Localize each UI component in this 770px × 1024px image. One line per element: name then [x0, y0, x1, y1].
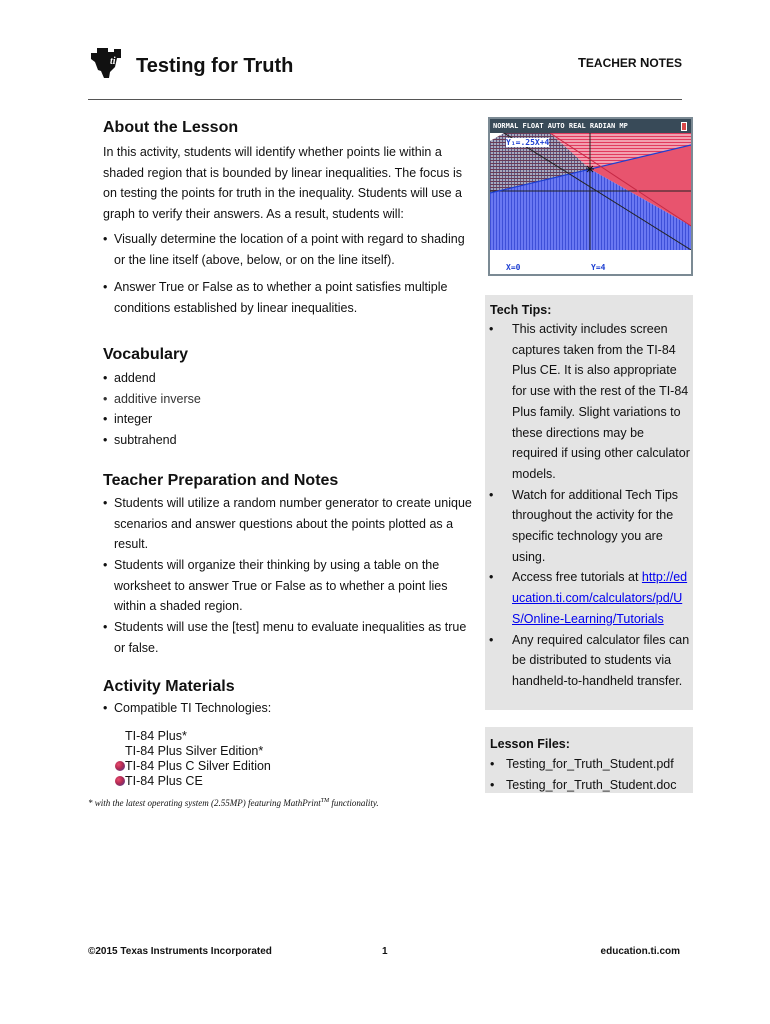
vocabulary-list	[103, 368, 478, 451]
list-item: • Answer True or False as to whether a point satisfies multiple conditions established by linear inequalities.	[103, 277, 478, 318]
svg-text:ti: ti	[110, 56, 116, 67]
battery-icon	[681, 122, 687, 131]
page-header	[88, 44, 682, 100]
trace-y-value: Y=4	[591, 263, 606, 272]
list-item: • Testing_for_Truth_Student.pdf	[485, 754, 676, 775]
list-item: TI-84 Plus*	[125, 728, 187, 743]
tutorials-link[interactable]: http://education.ti.com/calculators/pd/US/Online-Learning/Tutorials	[512, 570, 688, 626]
color-display-icon	[115, 776, 125, 786]
trace-x-value: X=0	[506, 263, 521, 272]
footer-copyright: ©2015 Texas Instruments Incorporated	[88, 946, 272, 957]
trace-cursor-icon	[586, 165, 594, 173]
list-item: • additive inverse	[103, 389, 478, 410]
lesson-files-box	[485, 727, 693, 793]
inequality-graph	[490, 133, 691, 274]
list-item: • subtrahend	[103, 430, 478, 451]
main-column	[88, 118, 478, 809]
vocabulary-heading: Vocabulary	[103, 346, 189, 363]
texas-instruments-logo-icon	[88, 46, 126, 80]
page-title: Testing for Truth	[136, 55, 294, 77]
calculator-screen	[490, 119, 691, 274]
list-item: • Compatible TI Technologies:	[103, 698, 478, 719]
tech-tips-box	[485, 295, 693, 710]
list-item: • This activity includes screen captures taken from the TI-84 Plus CE. It is also appropriate for use with the rest of the TI-84 Plus family. Slight variations to these directions may be required if using other calculator models.	[485, 319, 693, 485]
list-item: • Students will utilize a random number generator to create unique scenarios and answer questions about the points plotted as a result.	[103, 493, 478, 555]
list-item: • Watch for additional Tech Tips throughout the activity for the specific technology you are using.	[485, 485, 693, 568]
list-item: • Any required calculator files can be distributed to students via handheld-to-handheld transfer.	[485, 630, 693, 692]
list-item: • Students will organize their thinking by using a table on the worksheet to answer True or False as to whether a point lies within a shaded region.	[103, 555, 478, 617]
tech-tips-list	[485, 319, 693, 692]
list-item: • Testing_for_Truth_Student.doc	[485, 775, 676, 796]
footer-website: education.ti.com	[600, 946, 680, 957]
about-intro: In this activity, students will identify whether points lie within a shaded region that is bounded by linear inequalities. The focus is on testing the points for truth in the inequality. Students will use a graph to verify their answers. As a result, students will:	[103, 145, 463, 221]
about-heading: About the Lesson	[103, 119, 239, 136]
list-item: TI-84 Plus CE	[125, 774, 478, 789]
list-item: • Access free tutorials at http://education.ti.com/calculators/pd/US/Online-Learning/Tutorials	[485, 567, 693, 629]
list-item: TI-84 Plus C Silver Edition	[125, 759, 478, 774]
calculator-status-bar: NORMAL FLOAT AUTO REAL RADIAN MP	[490, 119, 691, 133]
materials-heading: Activity Materials	[103, 678, 235, 696]
color-display-icon	[115, 761, 125, 771]
calculator-screenshot	[488, 117, 693, 276]
list-item: • Students will use the [test] menu to evaluate inequalities as true or false.	[103, 617, 478, 658]
teacher-notes-label: TEACHER NOTES	[577, 55, 682, 70]
graph-equation: Y₁=.25X+4	[506, 138, 550, 147]
os-footnote: * with the latest operating system (2.55MP) featuring MathPrint™ functionality.	[88, 797, 379, 808]
about-bullets	[103, 229, 478, 318]
materials-list	[103, 698, 478, 719]
prep-list	[103, 493, 478, 659]
tech-tips-heading: Tech Tips:	[490, 303, 552, 317]
prep-heading: Teacher Preparation and Notes	[103, 471, 339, 489]
list-item: • addend	[103, 368, 478, 389]
list-item: • integer	[103, 409, 478, 430]
list-item: TI-84 Plus Silver Edition*	[125, 743, 264, 758]
calculator-list	[125, 729, 478, 789]
lesson-files-heading: Lesson Files:	[490, 737, 570, 751]
lesson-files-list	[485, 754, 676, 795]
footer-page-number: 1	[382, 946, 388, 957]
list-item: • Visually determine the location of a point with regard to shading or the line itself (above, below, or on the line itself).	[103, 229, 478, 270]
